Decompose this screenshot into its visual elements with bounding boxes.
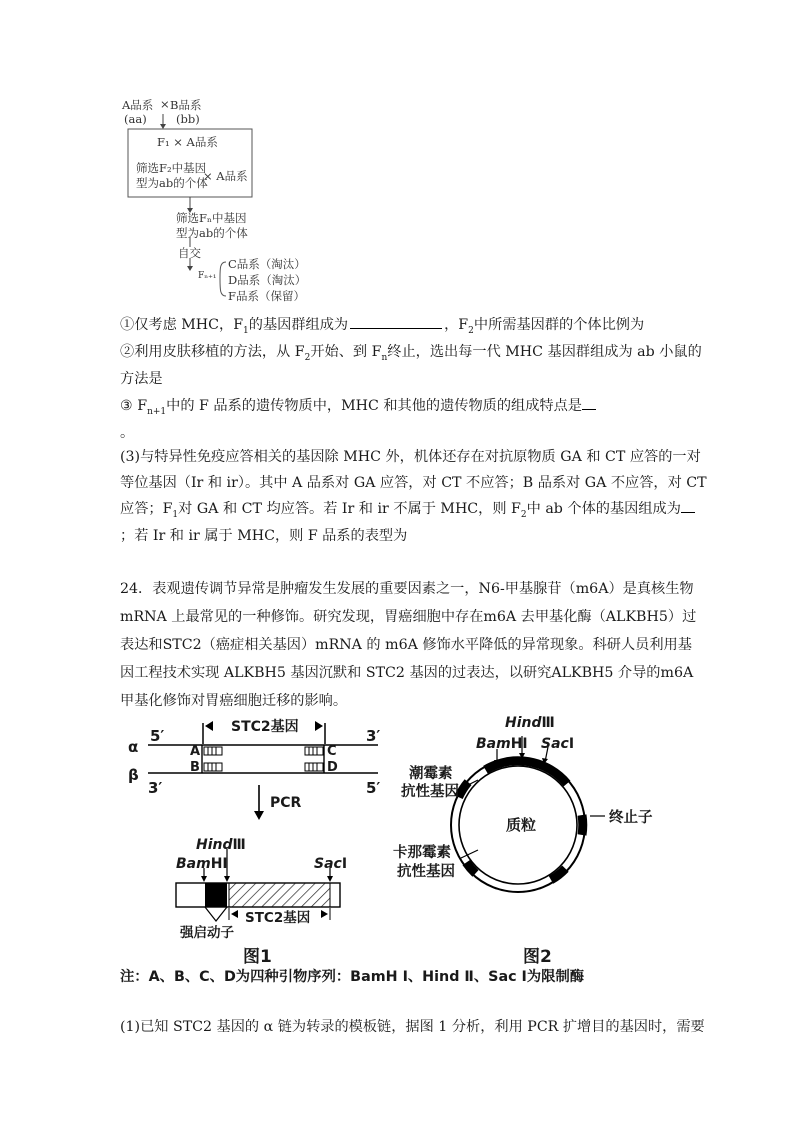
question-1: ①仅考虑 MHC，$F_1$的基因群组成为 ，$F_2$中所需基因群的个体比例为 xyxy=(120,317,645,336)
part3-line1: (3)与特异性免疫应答相关的基因除 MHC 外，机体还存在对抗原物质 GA 和 CT 应答的一对 xyxy=(120,449,701,465)
strain-b-label: B品系 xyxy=(170,98,202,112)
hindiii-site-label: HindⅢ xyxy=(196,837,246,853)
hygromycin-label-1: 潮霉素 xyxy=(409,766,453,782)
pcr-label: PCR xyxy=(270,795,302,811)
genotype-b: (bb) xyxy=(176,112,200,126)
part3-line2: 等位基因（Ir 和 ir）。其中 A 品系对 GA 应答，对 CT 不应答；B 品系对 GA 不应答，对 CT xyxy=(120,475,707,491)
beta-3-prime: 3′ xyxy=(148,779,163,797)
strain-d: D品系（淘汰） xyxy=(228,273,307,287)
plasmid-saci-label: SacⅠ xyxy=(541,736,575,752)
beta-strand-label: β xyxy=(128,766,139,784)
q24-part1: (1)已知 STC2 基因的 α 链为转录的模板链，据图 1 分析，利用 PCR 扩增目的基因时，需要 xyxy=(120,1019,705,1035)
figure-2-caption: 图2 xyxy=(523,947,552,967)
selfing-label: 自交 xyxy=(178,246,201,260)
answer-blank xyxy=(582,397,596,410)
bamhi-site-label: BamHⅠ xyxy=(176,856,228,872)
question-3: ③ $F_{n+1}$中的 F 品系的遗传物质中，MHC 和其他的遗传物质的组成特点是 xyxy=(120,392,596,427)
part3-line3: 应答；$F_1$对 GA 和 CT 均应答。若 Ir 和 ir 不属于 MHC，则 $F_2$中 ab 个体的基因组成为 xyxy=(120,495,695,530)
question-3-line2: 。 xyxy=(120,425,135,441)
figure-note: 注：A、B、C、D为四种引物序列：BamH Ⅰ、Hind Ⅱ、Sac Ⅰ为限制酶 xyxy=(120,969,585,985)
q24-line4: 因工程技术实现 ALKBH5 基因沉默和 STC2 基因的过表达，以研究ALKBH5 介导的m6A xyxy=(120,665,694,681)
screen-f2-line2: 型为ab的个体 xyxy=(136,176,208,190)
primer-b: B xyxy=(190,760,200,775)
fn1-label: Fₙ₊₁ xyxy=(198,271,217,281)
saci-site-label: SacⅠ xyxy=(314,856,348,872)
plasmid-bamhi-label: BamHⅠ xyxy=(476,736,528,752)
plasmid-label: 质粒 xyxy=(506,816,537,834)
hygromycin-label-2: 抗性基因 xyxy=(401,784,459,800)
primer-c: C xyxy=(327,744,337,759)
screen-fn-line2: 型为ab的个体 xyxy=(176,226,248,240)
alpha-strand-label: α xyxy=(128,738,139,756)
q24-line3: 表达和STC2（癌症相关基因）mRNA 的 m6A 修饰水平降低的异常现象。科研人员利用基 xyxy=(120,637,692,653)
primer-d: D xyxy=(327,760,338,775)
question-2: ②利用皮肤移植的方法，从 $F_2$开始、到 $F_n$终止，选出每一代 MHC 基因群组成为 ab 小鼠的 xyxy=(120,344,702,363)
q24-line1: 24．表观遗传调节异常是肿瘤发生发展的重要因素之一，N6-甲基腺苷（m6A）是真核生物 xyxy=(120,581,694,597)
strain-a-label: A品系 xyxy=(122,98,154,112)
strain-c: C品系（淘汰） xyxy=(228,257,306,271)
kanamycin-label-2: 抗性基因 xyxy=(397,864,455,880)
alpha-3-prime: 3′ xyxy=(366,727,381,745)
beta-5-prime: 5′ xyxy=(366,779,381,797)
answer-blank xyxy=(681,500,695,513)
f1-cross-a: F₁ × A品系 xyxy=(157,135,218,149)
figure-1-caption: 图1 xyxy=(243,947,272,967)
screen-f2-line1: 筛选F₂中基因 xyxy=(136,161,207,175)
cross-symbol: × xyxy=(160,97,170,111)
genotype-a: (aa) xyxy=(124,112,147,126)
strain-f: F品系（保留） xyxy=(228,289,305,303)
q24-line5: 甲基化修饰对胃癌细胞迁移的影响。 xyxy=(120,693,348,709)
alpha-5-prime: 5′ xyxy=(150,727,165,745)
plasmid-diagram xyxy=(400,700,800,960)
terminator-label: 终止子 xyxy=(609,810,653,826)
gene-span-label: STC2基因 xyxy=(231,719,299,735)
part3-line4: ；若 Ir 和 ir 属于 MHC，则 F 品系的表型为 xyxy=(120,528,408,544)
strong-promoter-label: 强启动子 xyxy=(180,925,234,941)
q24-line2: mRNA 上最常见的一种修饰。研究发现，胃癌细胞中存在m6A 去甲基化酶（ALKBH5）过 xyxy=(120,609,697,625)
cross-a-strain: × A品系 xyxy=(203,169,248,183)
plasmid-hindiii-label: HindⅢ xyxy=(505,715,555,731)
question-2-line2: 方法是 xyxy=(120,371,163,387)
screen-fn-line1: 筛选Fₙ中基因 xyxy=(176,211,247,225)
product-gene-label: STC2基因 xyxy=(245,910,311,926)
primer-a: A xyxy=(190,744,201,759)
kanamycin-label-1: 卡那霉素 xyxy=(393,845,451,861)
